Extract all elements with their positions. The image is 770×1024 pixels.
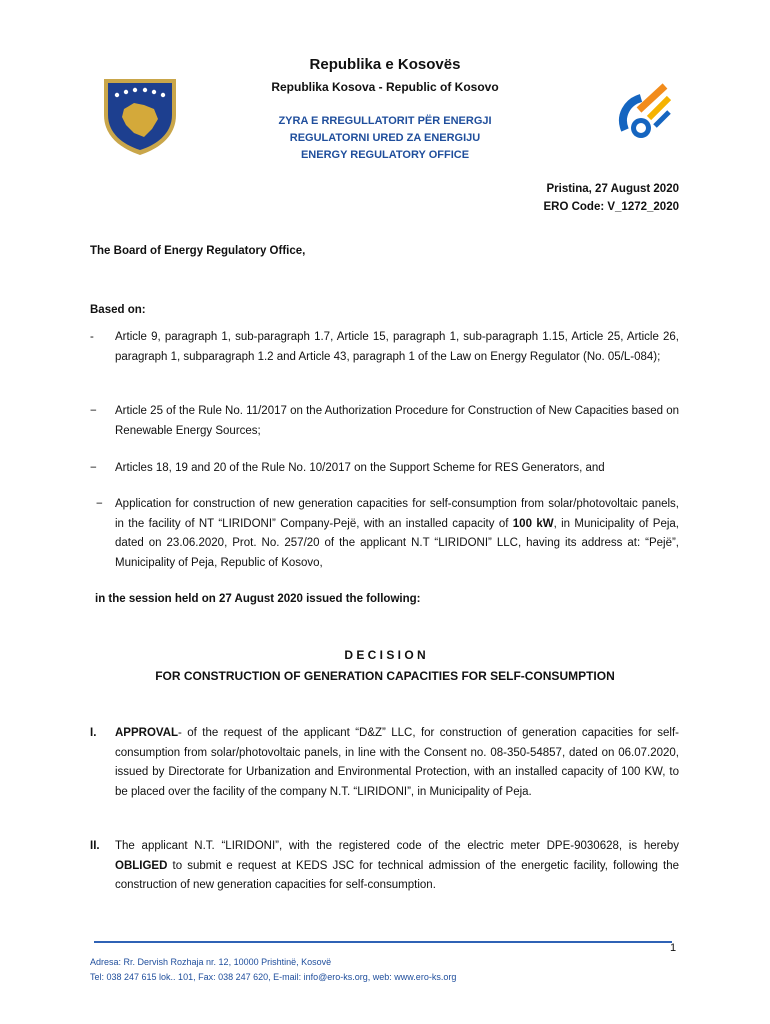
clause-number: II. bbox=[90, 840, 100, 852]
session-statement: in the session held on 27 August 2020 issued the following: bbox=[95, 593, 421, 605]
footer-contact: Tel: 038 247 615 lok.. 101, Fax: 038 247 620, E-mail: info@ero-ks.org, web: www.ero-ks.org bbox=[90, 972, 457, 982]
based-on-item-application: Application for construction of new generation capacities for self-consumption from solar/photovoltaic panels, in the facility of NT “LIRIDONI” Company-Pejë, with an installed capacity of 100 kW, in Municipality of Peja, dated on 23.06.2020, Prot. No. 257/20 of the applicant N.T “LIRIDONI” LLC, having its address at: “Pejë”, Municipality of Peja, Republic of Kosovo, bbox=[115, 498, 680, 569]
footer-address: Adresa: Rr. Dervish Rozhaja nr. 12, 10000 Prishtinë, Kosovë bbox=[90, 957, 332, 967]
addressee: The Board of Energy Regulatory Office, bbox=[90, 245, 306, 257]
clause-number: I. bbox=[90, 727, 97, 739]
office-name-serbian: REGULATORNI URED ZA ENERGIJU bbox=[289, 132, 481, 144]
footer-divider bbox=[94, 941, 672, 943]
based-on-item-rule-10: Articles 18, 19 and 20 of the Rule No. 10/2017 on the Support Scheme for RES Generators, and bbox=[115, 462, 605, 474]
based-on-label: Based on: bbox=[90, 304, 146, 316]
document-date: Pristina, 27 August 2020 bbox=[546, 183, 679, 195]
header-subtitle: Republika Kosova - Republic of Kosovo bbox=[271, 80, 499, 94]
clause-obligation: The applicant N.T. “LIRIDONI”, with the registered code of the electric meter DPE-9030628, is hereby OBLIGED to submit e request at KEDS JSC for technical admission of the energetic facility, following the construction of new generation capacities for self-consumption. bbox=[115, 840, 679, 891]
ero-code: ERO Code: V_1272_2020 bbox=[543, 201, 679, 213]
based-on-item-law: Article 9, paragraph 1, sub-paragraph 1.7, Article 15, paragraph 1, sub-paragraph 1.15, Article 25, Article 26, paragraph 1, subparagraph 1.2 and Article 43, paragraph 1 of the Law on Energy Regulator (No. 05/L-084); bbox=[115, 331, 679, 363]
list-bullet: - bbox=[90, 331, 94, 343]
decision-title: D E C I S I O N bbox=[344, 648, 426, 662]
office-name-english: ENERGY REGULATORY OFFICE bbox=[300, 149, 470, 161]
based-on-item-rule-11: Article 25 of the Rule No. 11/2017 on the Authorization Procedure for Construction of New Capacities based on Renewable Energy Sources; bbox=[115, 405, 679, 437]
list-bullet: − bbox=[90, 462, 97, 474]
list-bullet: − bbox=[90, 405, 97, 417]
clause-approval: APPROVAL- of the request of the applicant “D&Z” LLC, for construction of generation capacities for self-consumption from solar/photovoltaic panels, in line with the Consent no. 08-350-54857, dated on 06.07.2020, issued by Directorate for Urbanization and Environmental Protection, with an installed capacity of 100 KW, to be placed over the facility of the company N.T. “LIRIDONI”, in Municipality of Peja. bbox=[115, 727, 679, 798]
list-bullet: − bbox=[96, 498, 103, 510]
page-number: 1 bbox=[670, 942, 677, 954]
office-name-albanian: ZYRA E RREGULLATORIT PËR ENERGJI bbox=[278, 115, 492, 127]
header-title: Republika e Kosovës bbox=[309, 56, 461, 73]
decision-subtitle: FOR CONSTRUCTION OF GENERATION CAPACITIES FOR SELF-CONSUMPTION bbox=[155, 669, 615, 683]
